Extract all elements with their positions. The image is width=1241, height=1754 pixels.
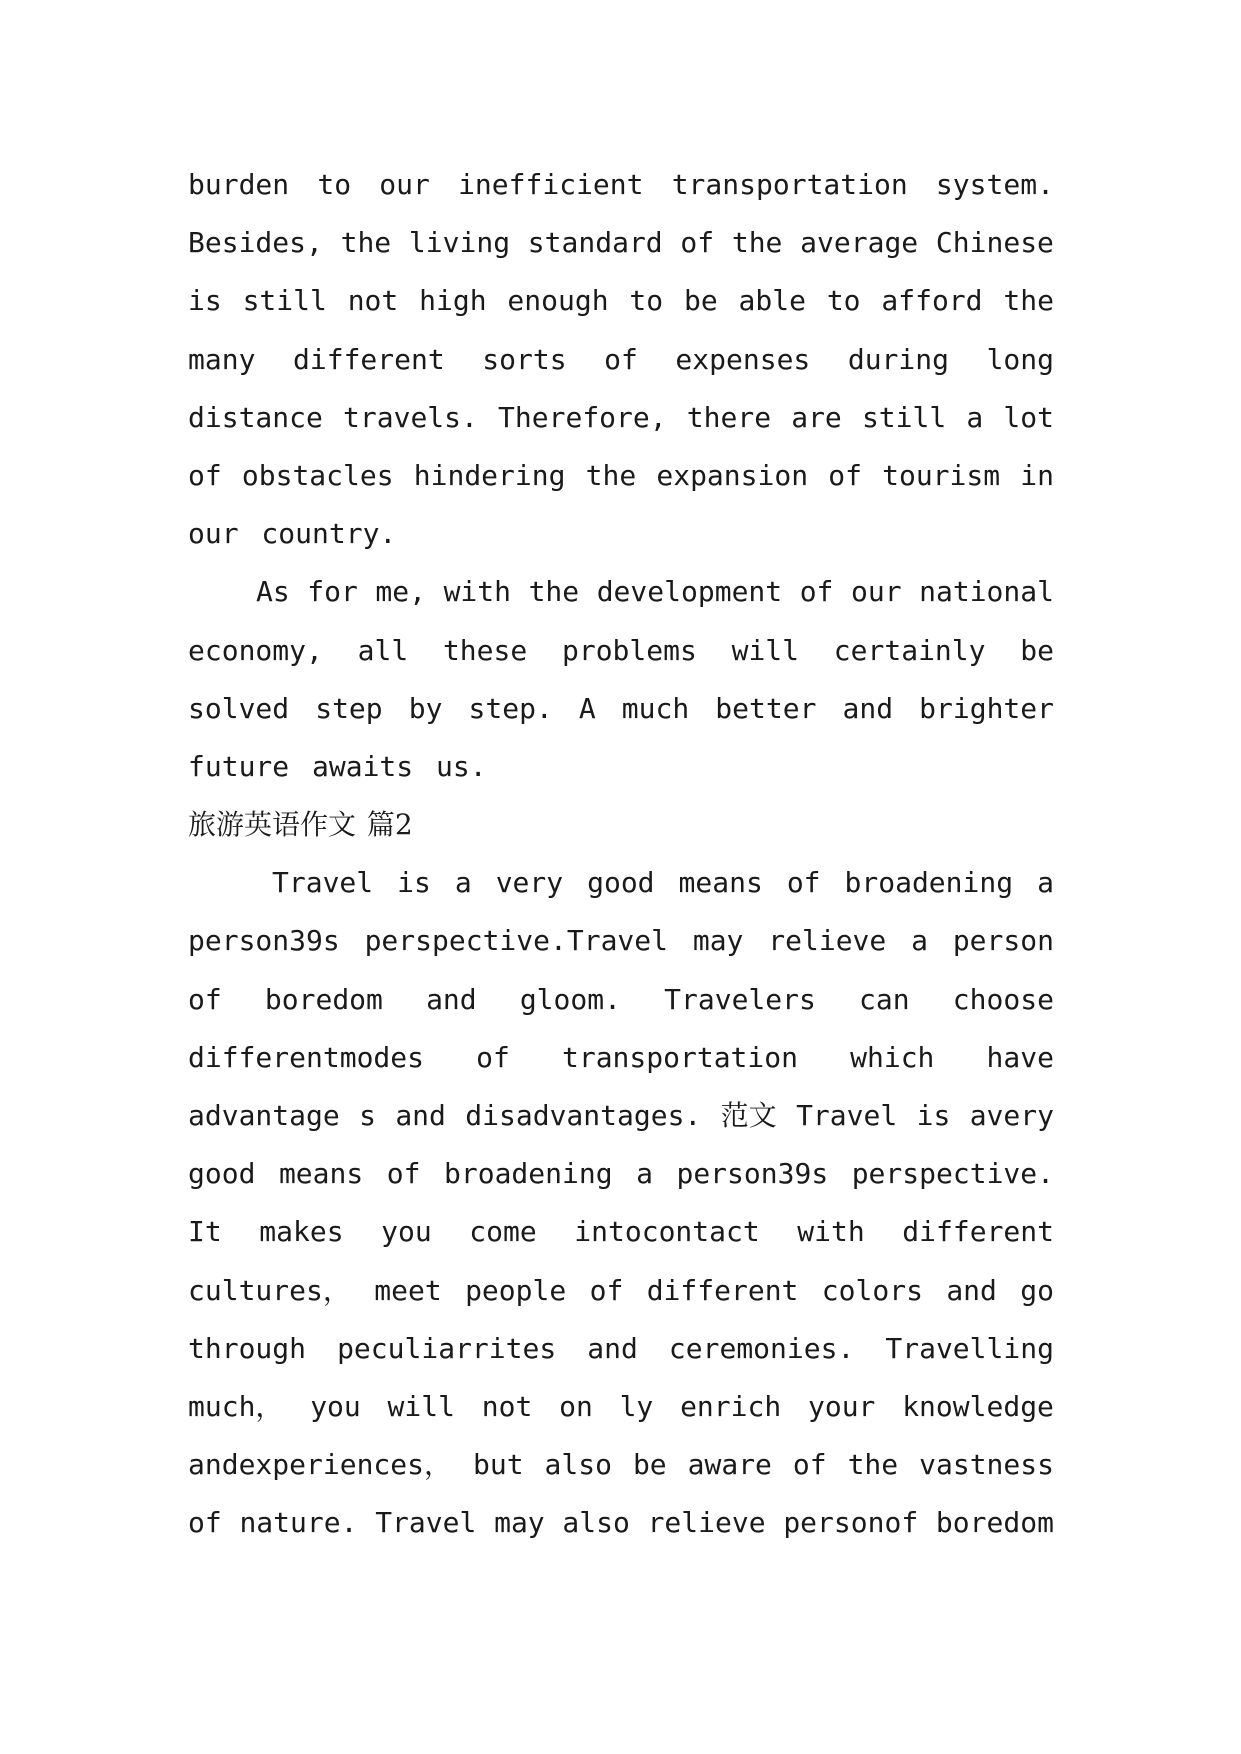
- text-line: [188, 389, 1054, 447]
- word: of: [604, 342, 638, 376]
- word: broadening: [444, 1157, 613, 1191]
- text-line: [188, 1029, 1054, 1087]
- word: of: [589, 1273, 624, 1307]
- word: for: [307, 575, 358, 609]
- text-line: [188, 1262, 1054, 1320]
- word: you: [310, 1389, 361, 1423]
- word: of: [386, 1157, 421, 1191]
- text-line: our country.: [188, 517, 397, 551]
- word: is: [916, 1099, 951, 1132]
- word: much，: [188, 1389, 284, 1423]
- text-line: [188, 1436, 1054, 1494]
- word: Chinese: [935, 226, 1054, 260]
- word: not: [481, 1389, 533, 1423]
- word: different: [902, 1215, 1054, 1249]
- word: perspective.Travel: [364, 924, 668, 958]
- word: person39s: [676, 1157, 829, 1191]
- word: very: [495, 866, 564, 900]
- text-line: [188, 854, 1054, 912]
- word: can: [859, 982, 910, 1016]
- word: economy,: [188, 633, 323, 667]
- word: vastness: [919, 1448, 1054, 1482]
- word: colors: [821, 1273, 923, 1307]
- word: boredom: [264, 982, 383, 1016]
- word: different: [293, 342, 445, 376]
- word: avery: [969, 1099, 1054, 1132]
- word: means: [678, 866, 763, 900]
- word: of: [188, 458, 222, 492]
- text-line: [188, 1494, 1054, 1552]
- word: distance: [188, 400, 323, 434]
- word: of: [786, 866, 821, 900]
- word: It: [188, 1215, 222, 1249]
- word: advantage: [188, 1099, 340, 1132]
- word: relieve: [647, 1506, 766, 1540]
- word: hindering: [413, 458, 566, 492]
- word: step: [315, 691, 383, 725]
- word: intocontact: [574, 1215, 760, 1249]
- word: not: [347, 284, 399, 318]
- word: of: [828, 458, 862, 492]
- word: good: [188, 1157, 256, 1191]
- word: with: [443, 575, 511, 609]
- paragraph-transport-obstacles: [188, 156, 1054, 563]
- word: a: [966, 400, 984, 434]
- word: people: [465, 1273, 567, 1307]
- word: cultures，: [188, 1273, 351, 1307]
- word: go: [1020, 1273, 1054, 1307]
- word: the: [585, 458, 637, 492]
- word: tourism: [882, 458, 1001, 492]
- word: obstacles: [241, 458, 394, 492]
- text-line: future awaits us.: [188, 749, 487, 783]
- word: Travel: [272, 866, 374, 900]
- word: much: [621, 691, 690, 725]
- word: the: [340, 226, 392, 260]
- word: also: [562, 1506, 630, 1540]
- word: and: [395, 1099, 446, 1132]
- text-line: [188, 214, 1054, 272]
- word: which: [850, 1040, 935, 1074]
- word: is: [188, 284, 222, 318]
- word: Besides,: [188, 226, 323, 260]
- word: you: [381, 1215, 432, 1249]
- word: in: [1020, 458, 1054, 492]
- word: of: [188, 1506, 222, 1540]
- word: with: [797, 1215, 865, 1249]
- word: to: [317, 168, 352, 201]
- section-heading: 旅游英语作文 篇2: [188, 808, 413, 842]
- word: nature.: [239, 1506, 358, 1540]
- word: brighter: [919, 691, 1054, 725]
- word: aware: [687, 1448, 772, 1482]
- text-line: [188, 1087, 1054, 1145]
- word: high: [419, 284, 487, 318]
- word: still: [861, 400, 947, 434]
- text-line: [188, 1203, 1054, 1261]
- text-line: [188, 912, 1054, 970]
- word: our: [850, 575, 902, 609]
- word: choose: [952, 982, 1054, 1016]
- word: a: [636, 1157, 653, 1191]
- word: be: [683, 284, 718, 318]
- word: enough: [507, 284, 609, 318]
- word: all: [357, 633, 409, 667]
- word: on: [559, 1389, 593, 1423]
- text-line: [188, 680, 1054, 738]
- word: our: [379, 168, 430, 201]
- word: problems: [561, 633, 697, 667]
- word: a: [911, 924, 928, 958]
- word: lot: [1003, 400, 1054, 434]
- word: to: [629, 284, 664, 318]
- text-line: [188, 272, 1054, 330]
- word: is: [397, 866, 431, 900]
- word: and: [842, 691, 894, 725]
- word: average: [800, 226, 919, 260]
- word: standard: [527, 226, 663, 260]
- word: Travelers: [664, 982, 816, 1016]
- word: burden: [188, 168, 290, 201]
- text-line: [188, 1145, 1054, 1203]
- word: Therefore,: [498, 400, 667, 434]
- paragraph-conclusion: [188, 563, 1054, 796]
- text-line: [188, 563, 1054, 621]
- word: certainly: [833, 633, 986, 667]
- word: expansion: [656, 458, 809, 492]
- word: of: [799, 575, 834, 609]
- word: by: [408, 691, 443, 725]
- word: system.: [935, 168, 1054, 201]
- word: different: [646, 1273, 799, 1307]
- paragraph-travel-benefits: [188, 854, 1054, 1552]
- word: ceremonies.: [668, 1331, 855, 1365]
- word: expenses: [675, 342, 811, 376]
- word: broadening: [844, 866, 1014, 900]
- word: many: [188, 342, 256, 376]
- word: will: [731, 633, 800, 667]
- word: As: [256, 575, 290, 609]
- word: also: [544, 1448, 612, 1482]
- word: A: [578, 691, 596, 725]
- word: disadvantages.: [465, 1099, 702, 1132]
- word: have: [986, 1040, 1054, 1074]
- word: s: [359, 1099, 376, 1132]
- text-line: [188, 971, 1054, 1029]
- word: will: [387, 1389, 455, 1423]
- word: 范文: [720, 1099, 777, 1132]
- word: to: [826, 284, 861, 318]
- text-line: [188, 1320, 1054, 1378]
- word: better: [715, 691, 817, 725]
- word: me,: [375, 575, 426, 609]
- word: relieve: [768, 924, 887, 958]
- text-line: [188, 156, 1054, 214]
- word: Travelling: [885, 1331, 1054, 1365]
- word: your: [807, 1389, 876, 1423]
- word: national: [919, 575, 1054, 609]
- word: but: [472, 1448, 524, 1482]
- word: during: [847, 342, 949, 376]
- word: perspective.: [851, 1157, 1054, 1191]
- document-body: [188, 156, 1054, 1553]
- word: may: [692, 924, 744, 958]
- word: the: [528, 575, 580, 609]
- word: and: [946, 1273, 997, 1307]
- word: good: [587, 866, 655, 900]
- word: solved: [188, 691, 290, 725]
- word: are: [791, 400, 842, 434]
- word: these: [442, 633, 528, 667]
- word: sorts: [482, 342, 567, 376]
- word: peculiarrites: [337, 1331, 557, 1365]
- word: be: [1020, 633, 1054, 667]
- text-line: [188, 447, 1054, 505]
- text-line: [188, 1378, 1054, 1436]
- word: afford: [881, 284, 983, 318]
- word: transportation: [671, 168, 908, 201]
- word: Travel: [796, 1099, 898, 1132]
- word: the: [847, 1448, 899, 1482]
- word: Travel: [375, 1506, 477, 1540]
- word: may: [494, 1506, 545, 1540]
- word: the: [1003, 284, 1054, 318]
- word: personof: [783, 1506, 919, 1540]
- word: makes: [259, 1215, 344, 1249]
- word: come: [469, 1215, 537, 1249]
- word: travels.: [343, 400, 478, 434]
- word: enrich: [680, 1389, 782, 1423]
- word: and: [426, 982, 477, 1016]
- word: a: [454, 866, 472, 900]
- word: and: [587, 1331, 638, 1365]
- word: knowledge: [902, 1389, 1054, 1423]
- word: of: [188, 982, 222, 1016]
- word: a: [1037, 866, 1054, 900]
- word: be: [632, 1448, 667, 1482]
- word: andexperiences，: [188, 1448, 453, 1482]
- word: the: [731, 226, 783, 260]
- word: of: [680, 226, 715, 260]
- word: differentmodes: [188, 1040, 425, 1074]
- word: gloom.: [519, 982, 621, 1016]
- word: person: [952, 924, 1054, 958]
- word: meet: [374, 1273, 442, 1307]
- word: of: [792, 1448, 827, 1482]
- word: of: [476, 1040, 510, 1074]
- word: there: [686, 400, 772, 434]
- word: development: [596, 575, 783, 609]
- word: transportation: [561, 1040, 798, 1074]
- word: long: [986, 342, 1054, 376]
- word: able: [738, 284, 806, 318]
- word: inefficient: [458, 168, 644, 201]
- word: means: [278, 1157, 364, 1191]
- word: through: [188, 1331, 307, 1365]
- word: still: [242, 284, 327, 318]
- word: boredom: [935, 1506, 1054, 1540]
- text-line: [188, 622, 1054, 680]
- word: person39s: [188, 924, 340, 958]
- text-line: [188, 331, 1054, 389]
- word: ly: [619, 1389, 654, 1423]
- word: step.: [468, 691, 553, 725]
- word: living: [408, 226, 511, 260]
